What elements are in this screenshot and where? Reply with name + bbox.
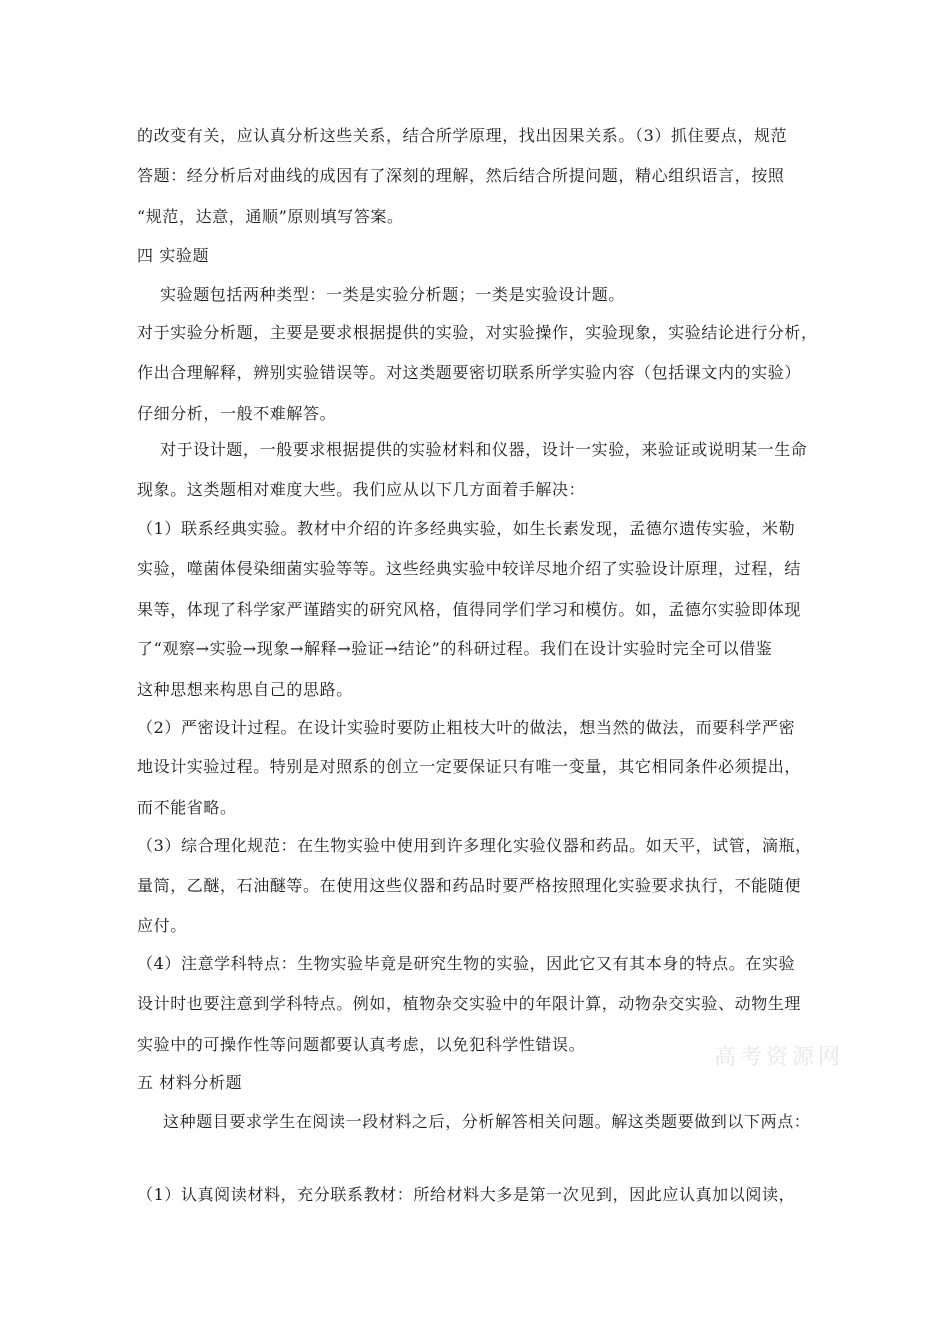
- text-line: 仔细分析，一般不难解答。: [137, 404, 337, 423]
- text-line: 对于实验分析题，主要是要求根据提供的实验，对实验操作，实验现象，实验结论进行分析，: [137, 323, 818, 342]
- text-line: （1）联系经典实验。教材中介绍的许多经典实验，如生长素发现，孟德尔遗传实验，米勒: [137, 519, 796, 538]
- text-line: （2）严密设计过程。在设计实验时要防止粗枝大叶的做法，想当然的做法，而要科学严密: [137, 718, 796, 737]
- text-line: 了“观察→实验→现象→解释→验证→结论”的科研过程。我们在设计实验时完全可以借鉴: [137, 639, 773, 658]
- text-line: “规范，达意，通顺”原则填写答案。: [137, 207, 404, 226]
- text-line: 对于设计题，一般要求根据提供的实验材料和仪器，设计一实验，来验证或说明某一生命: [160, 440, 808, 459]
- text-line: 这种思想来构思自己的思路。: [137, 680, 353, 699]
- text-line: 设计时也要注意到学科特点。例如，植物杂交实验中的年限计算，动物杂交实验、动物生理: [137, 994, 802, 1013]
- section-heading-material: 五 材料分析题: [137, 1073, 243, 1092]
- text-line: 量筒，乙醚，石油醚等。在使用这些仪器和药品时要严格按照理化实验要求执行，不能随便: [137, 876, 802, 895]
- text-line: 这种题目要求学生在阅读一段材料之后，分析解答相关问题。解这类题要做到以下两点：: [163, 1112, 811, 1131]
- watermark: 高考资源网: [714, 1045, 845, 1070]
- text-line: （3）综合理化规范：在生物实验中使用到许多理化实验仪器和药品。如天平，试管，滴瓶，: [137, 836, 812, 855]
- text-line: （4）注意学科特点：生物实验毕竟是研究生物的实验，因此它又有其本身的特点。在实验: [137, 954, 796, 973]
- text-line: 实验题包括两种类型：一类是实验分析题；一类是实验设计题。: [160, 285, 625, 304]
- text-line: 果等，体现了科学家严谨踏实的研究风格，值得同学们学习和模仿。如，孟德尔实验即体现: [137, 600, 802, 619]
- text-line: 地设计实验过程。特别是对照系的创立一定要保证只有唯一变量，其它相同条件必须提出，: [137, 757, 802, 776]
- text-line: 实验中的可操作性等问题都要认真考虑，以免犯科学性错误。: [137, 1035, 586, 1054]
- section-heading-experiment: 四 实验题: [137, 246, 210, 265]
- text-line: 应付。: [137, 916, 187, 935]
- text-line: （1）认真阅读材料，充分联系教材：所给材料大多是第一次见到，因此应认真加以阅读，: [137, 1185, 796, 1204]
- text-line: 现象。这类题相对难度大些。我们应从以下几方面着手解决：: [137, 480, 586, 499]
- text-line: 实验，噬菌体侵染细菌实验等等。这些经典实验中较详尽地介绍了实验设计原理，过程，结: [137, 559, 802, 578]
- text-line: 答题：经分析后对曲线的成因有了深刻的理解，然后结合所提问题，精心组织语言，按照: [137, 166, 785, 185]
- text-line: 而不能省略。: [137, 798, 237, 817]
- text-line: 的改变有关，应认真分析这些关系，结合所学原理，找出因果关系。（3）抓住要点，规范: [137, 126, 788, 145]
- text-line: 作出合理解释，辨别实验错误等。对这类题要密切联系所学实验内容（包括课文内的实验）: [137, 363, 802, 382]
